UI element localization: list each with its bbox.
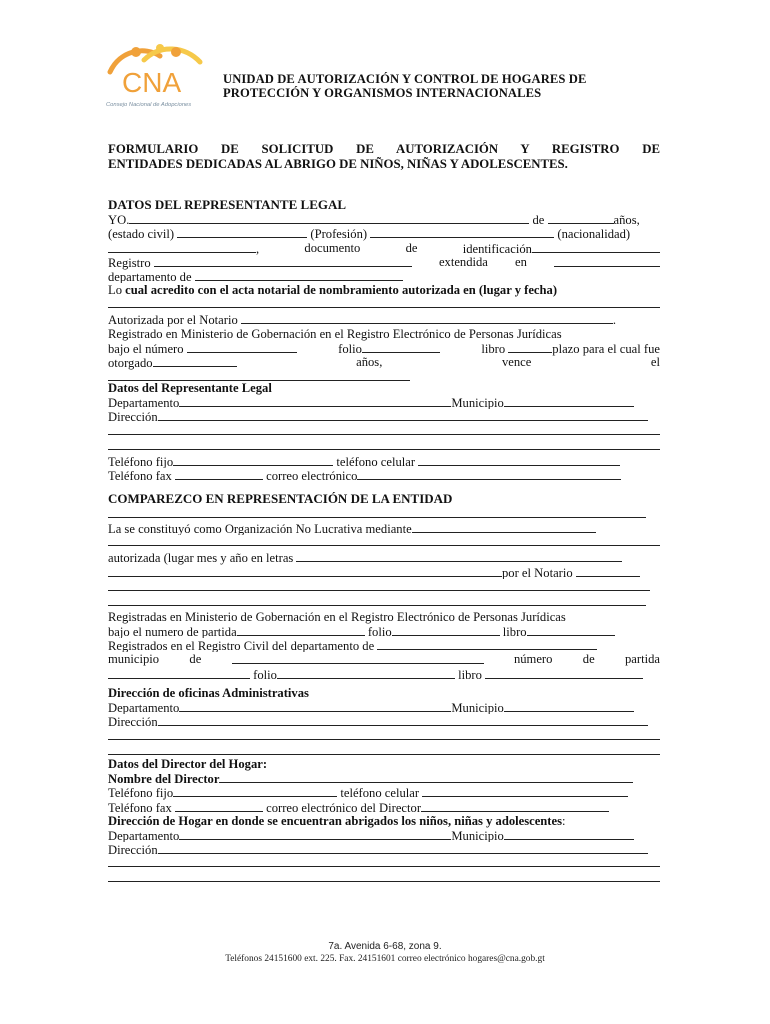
director-name-field[interactable] (219, 771, 633, 783)
form-line-folio: folio libro (108, 667, 660, 681)
section-title: COMPAREZCO EN REPRESENTACIÓN DE LA ENTIDAD (108, 492, 453, 506)
department-field[interactable] (179, 395, 451, 407)
municipality-field[interactable] (504, 700, 634, 712)
form-line-departamento: departamento de (108, 269, 660, 283)
blank-line[interactable] (108, 424, 660, 435)
address-field[interactable] (158, 409, 648, 421)
section-subtitle: Datos del Representante Legal (108, 381, 272, 395)
form-line-documento: , documento de identificación (108, 241, 660, 255)
blank-line[interactable] (108, 439, 660, 450)
form-line-depto: Departamento Municipio (108, 395, 660, 409)
entry-field[interactable] (237, 624, 365, 636)
blank-line[interactable] (108, 871, 660, 882)
blank-line[interactable] (108, 579, 650, 591)
form-line-registro: Registro extendida en (108, 255, 660, 269)
form-line-partida: bajo el numero de partida folio libro (108, 624, 660, 638)
footer-contact: Teléfonos 24151600 ext. 225. Fax. 24151601 correo electrónico hogares@cna.gob.gt (225, 954, 545, 964)
age-field[interactable] (548, 212, 614, 224)
notary-field[interactable] (241, 312, 613, 324)
blank-line[interactable] (108, 594, 646, 606)
organization-heading (223, 72, 673, 100)
folio-field[interactable] (392, 624, 500, 636)
blank-line[interactable] (108, 729, 660, 740)
rep-legal-section (108, 198, 660, 385)
section-subtitle: Datos del Director del Hogar: (108, 757, 268, 771)
form-line-registrado: Registrado en Ministerio de Gobernación en el Registro Electrónico de Personas Jurídicas (108, 326, 562, 341)
form-line-tel: Teléfono fijo teléfono celular (108, 454, 660, 468)
name-field[interactable] (129, 212, 529, 224)
form-line-direccion: Dirección (108, 714, 660, 728)
section-subtitle: Dirección de oficinas Administrativas (108, 686, 309, 700)
email-field[interactable] (421, 800, 609, 812)
fax-field[interactable] (175, 468, 263, 480)
form-line-yo: YO. de años, (108, 213, 640, 227)
date-words-field[interactable] (108, 565, 502, 577)
logo-text: CNA (122, 67, 182, 98)
id-field[interactable] (532, 241, 660, 253)
email-field[interactable] (357, 468, 621, 480)
address-field[interactable] (158, 842, 648, 854)
form-line-bajo: bajo el número folio libro plazo para el cual fue (108, 341, 660, 356)
form-line-tel: Teléfono fijo teléfono celular (108, 785, 660, 799)
civil-department-field[interactable] (377, 638, 597, 650)
blank-line[interactable] (108, 744, 660, 755)
director-section (108, 757, 660, 886)
blank-line[interactable] (108, 506, 646, 518)
cna-logo-graphic (100, 42, 206, 108)
form-line-depto: Departamento Municipio (108, 700, 660, 714)
logo-caption: Consejo Nacional de Adopciones (106, 102, 192, 108)
phone-field[interactable] (173, 785, 337, 797)
folio-field[interactable] (277, 667, 455, 679)
department-field[interactable] (179, 700, 451, 712)
nationality-field[interactable] (108, 241, 256, 253)
form-line-autorizada: autorizada (lugar mes y año en letras (108, 550, 660, 564)
cna-logo (100, 42, 206, 108)
rep-contact-section (108, 381, 660, 482)
form-line-depto: Departamento Municipio (108, 828, 660, 842)
department-field[interactable] (179, 828, 451, 840)
form-line-hogar: Dirección de Hogar en donde se encuentran abrigados los niños, niñas y adolescentes: (108, 813, 566, 828)
civil-status-field[interactable] (177, 226, 307, 238)
org-line-2: PROTECCIÓN Y ORGANISMOS INTERNACIONALES (223, 86, 542, 100)
folio-field[interactable] (362, 341, 440, 353)
phone-field[interactable] (173, 454, 333, 466)
blank-line[interactable] (108, 297, 660, 308)
form-line-fax: Teléfono fax correo electrónico (108, 468, 660, 482)
form-line-municipio: municipio de número de partida (108, 652, 660, 667)
book-field[interactable] (527, 624, 615, 636)
registry-field[interactable] (154, 255, 412, 267)
department-field[interactable] (195, 269, 403, 281)
footer-address: 7a. Avenida 6-68, zona 9. (328, 941, 442, 952)
form-line-constituyo: La se constituyó como Organización No Lucrativa mediante (108, 521, 660, 535)
municipality-field[interactable] (504, 395, 634, 407)
entry-number-field[interactable] (108, 667, 250, 679)
granted-field[interactable] (153, 355, 237, 367)
mobile-field[interactable] (418, 454, 620, 466)
form-line-nombre: Nombre del Director (108, 771, 660, 785)
mobile-field[interactable] (422, 785, 628, 797)
municipality-field[interactable] (504, 828, 634, 840)
form-line-acredito: Lo cual acredito con el acta notarial de nombramiento autorizada en (lugar y fecha) (108, 283, 558, 298)
fax-field[interactable] (175, 800, 263, 812)
blank-line[interactable] (108, 535, 660, 546)
form-line-direccion: Dirección (108, 842, 660, 856)
book-field[interactable] (508, 341, 552, 353)
form-line-notario: Autorizada por el Notario . (108, 313, 617, 327)
form-line-fax: Teléfono fax correo electrónico del Director (108, 800, 660, 814)
expiry-field[interactable] (108, 369, 410, 381)
offices-section (108, 686, 660, 759)
form-line-civil: Registrados en el Registro Civil del departamento de (108, 638, 660, 652)
section-title: DATOS DEL REPRESENTANTE LEGAL (108, 198, 347, 212)
book-field[interactable] (485, 667, 643, 679)
form-title (108, 142, 660, 172)
instrument-field[interactable] (412, 521, 596, 533)
address-field[interactable] (158, 714, 648, 726)
profession-field[interactable] (370, 226, 554, 238)
form-title-line-1: FORMULARIO DE SOLICITUD DE AUTORIZACIÓN Y REGISTRO DE (108, 142, 660, 156)
blank-line[interactable] (108, 856, 660, 867)
org-line-1: UNIDAD DE AUTORIZACIÓN Y CONTROL DE HOGARES DE (223, 72, 587, 86)
form-line-registradas: Registradas en Ministerio de Gobernación en el Registro Electrónico de Personas Jurídicas (108, 609, 566, 624)
notary-field[interactable] (576, 565, 640, 577)
form-line-civil: (estado civil) (Profesión) (nacionalidad) (108, 227, 631, 241)
number-field[interactable] (187, 341, 297, 353)
form-line-otorgado: otorgado años, vence el (108, 354, 660, 370)
date-place-field[interactable] (296, 550, 622, 562)
issued-in-field[interactable] (554, 255, 660, 267)
form-line-direccion: Dirección (108, 409, 660, 423)
form-line-notario: por el Notario (108, 565, 660, 579)
form-title-line-2: ENTIDADES DEDICADAS AL ABRIGO DE NIÑOS, NIÑAS Y ADOLESCENTES. (108, 157, 568, 171)
municipality-field[interactable] (232, 652, 484, 664)
entity-section (108, 492, 660, 681)
